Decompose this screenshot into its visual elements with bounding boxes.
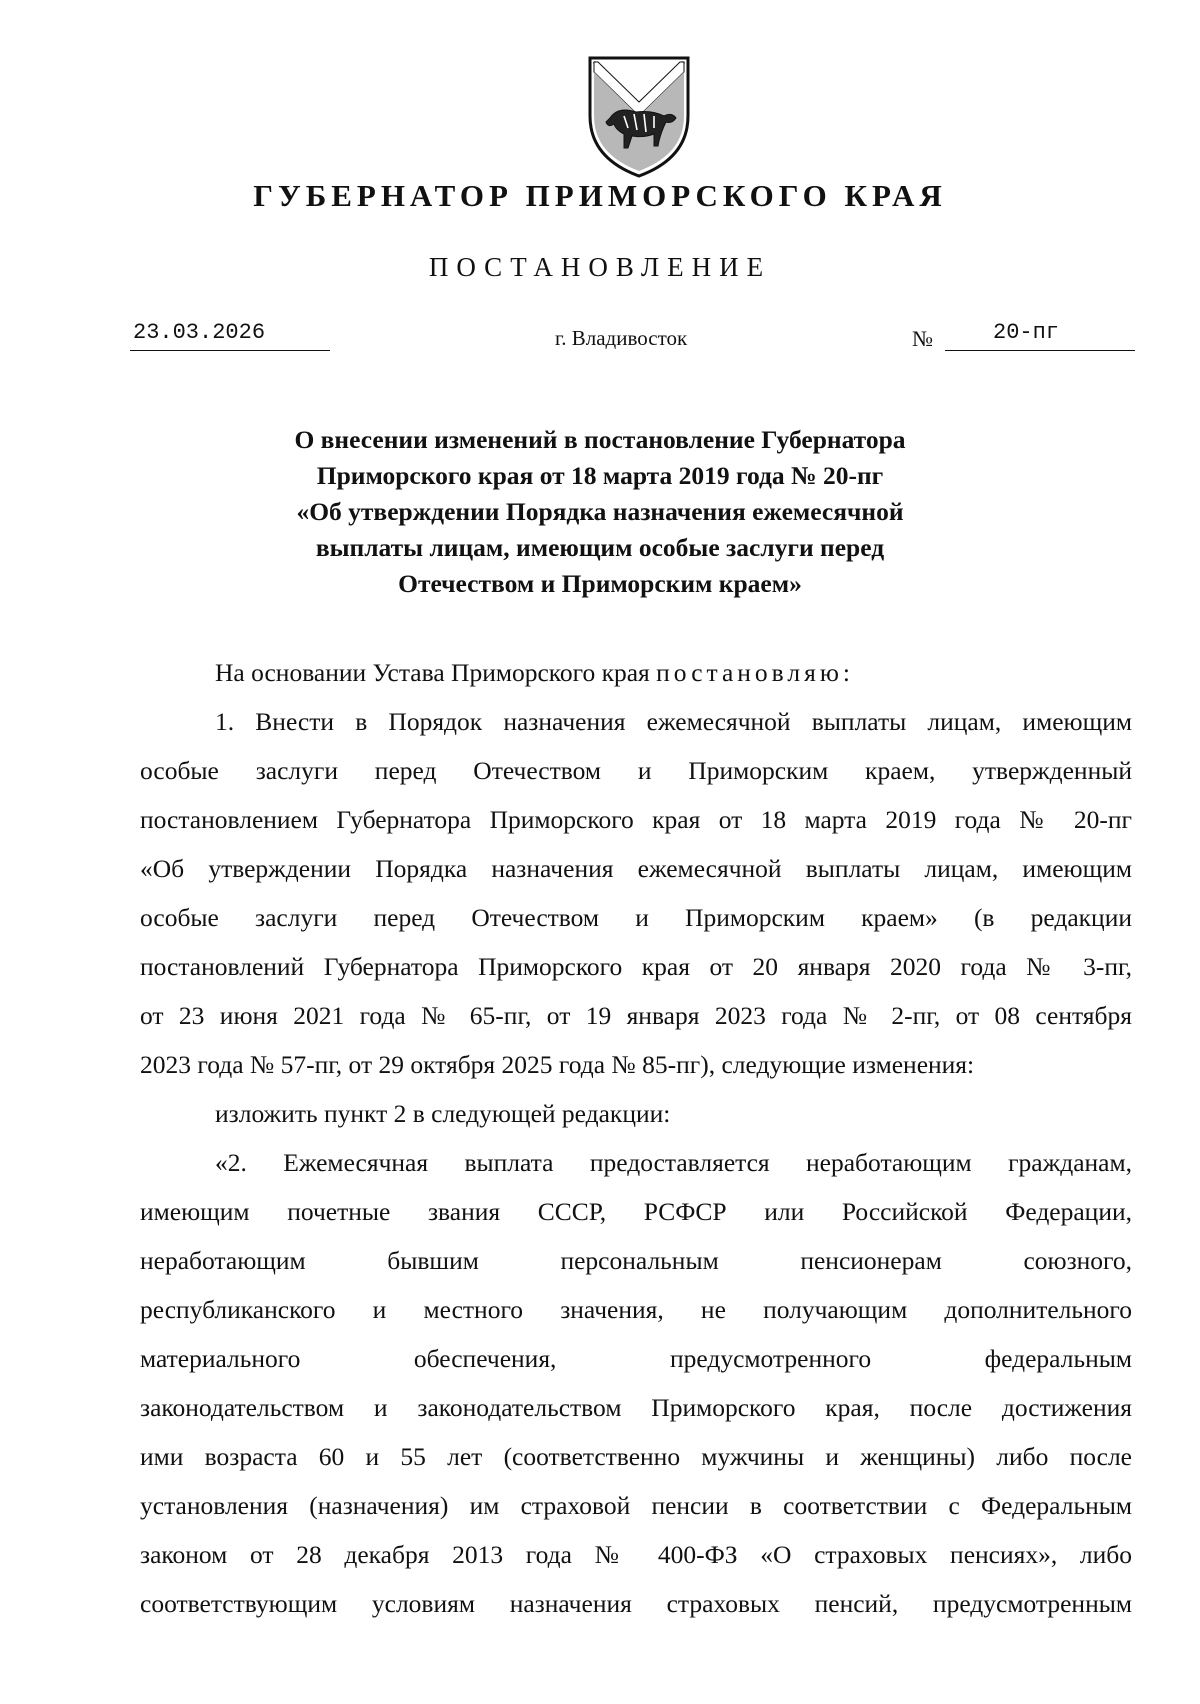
governor-title: ГУБЕРНАТОР ПРИМОРСКОГО КРАЯ <box>253 178 947 213</box>
subject-line: Приморского края от 18 марта 2019 года № 20-пг <box>316 461 884 490</box>
subject-line: О внесении изменений в постановление Губернатора <box>294 425 906 454</box>
subject-line: Отечеством и Приморским краем» <box>398 569 802 598</box>
decree-number: 20-пг <box>993 320 1060 345</box>
body-line: имеющим почетные звания СССР, РСФСР или Российской Федерации, <box>140 1197 1132 1226</box>
body-line: материального обеспечения, предусмотренного федеральным <box>140 1344 1132 1373</box>
body-line: «Об утверждении Порядка назначения ежемесячной выплаты лицам, имеющим <box>140 854 1132 883</box>
decree-title: ПОСТАНОВЛЕНИЕ <box>428 252 772 282</box>
decree-city: г. Владивосток <box>555 326 688 350</box>
intro-prefix: На основании Устава Приморского края <box>215 658 657 687</box>
subject-line: «Об утверждении Порядка назначения ежемесячной <box>296 497 904 526</box>
body-line: неработающим бывшим персональным пенсионерам союзного, <box>140 1246 1132 1275</box>
body-line: «2. Ежемесячная выплата предоставляется неработающим гражданам, <box>215 1148 1132 1177</box>
body-line: от 23 июня 2021 года № 65-пг, от 19 января 2023 года № 2-пг, от 08 сентября <box>140 1001 1132 1030</box>
body-line: изложить пункт 2 в следующей редакции: <box>215 1099 671 1128</box>
body-line: ими возраста 60 и 55 лет (соответственно мужчины и женщины) либо после <box>140 1442 1132 1471</box>
coat-of-arms-icon <box>584 50 694 180</box>
date-underline <box>130 350 330 351</box>
intro-suffix: : <box>842 658 850 687</box>
body-line: особые заслуги перед Отечеством и Приморским краем» (в редакции <box>140 903 1132 932</box>
body-line: республиканского и местного значения, не получающим дополнительного <box>140 1295 1132 1324</box>
intro-paragraph <box>140 648 1132 697</box>
body-line: законом от 28 декабря 2013 года № 400-ФЗ «О страховых пенсиях», либо <box>140 1540 1132 1569</box>
body-line: постановлением Губернатора Приморского края от 18 марта 2019 года № 20-пг <box>140 805 1132 834</box>
body-line: соответствующим условиям назначения страховых пенсий, предусмотренным <box>140 1589 1132 1618</box>
decree-subject <box>140 422 1060 602</box>
body-line: особые заслуги перед Отечеством и Приморским краем, утвержденный <box>140 756 1132 785</box>
subject-line: выплаты лицам, имеющим особые заслуги перед <box>315 533 885 562</box>
body-line: законодательством и законодательством Приморского края, после достижения <box>140 1393 1132 1422</box>
decree-body <box>140 648 1132 1628</box>
body-line: установления (назначения) им страховой пенсии в соответствии с Федеральным <box>140 1491 1132 1520</box>
number-underline <box>945 350 1135 351</box>
body-line: 1. Внести в Порядок назначения ежемесячной выплаты лицам, имеющим <box>215 707 1132 736</box>
body-line: постановлений Губернатора Приморского края от 20 января 2020 года № 3-пг, <box>140 952 1132 981</box>
number-sign: № <box>912 326 933 351</box>
decree-date: 23.03.2026 <box>133 320 266 345</box>
intro-resolve: постановляю <box>656 658 843 687</box>
body-line: 2023 года № 57-пг, от 29 октября 2025 года № 85-пг), следующие изменения: <box>140 1050 975 1079</box>
